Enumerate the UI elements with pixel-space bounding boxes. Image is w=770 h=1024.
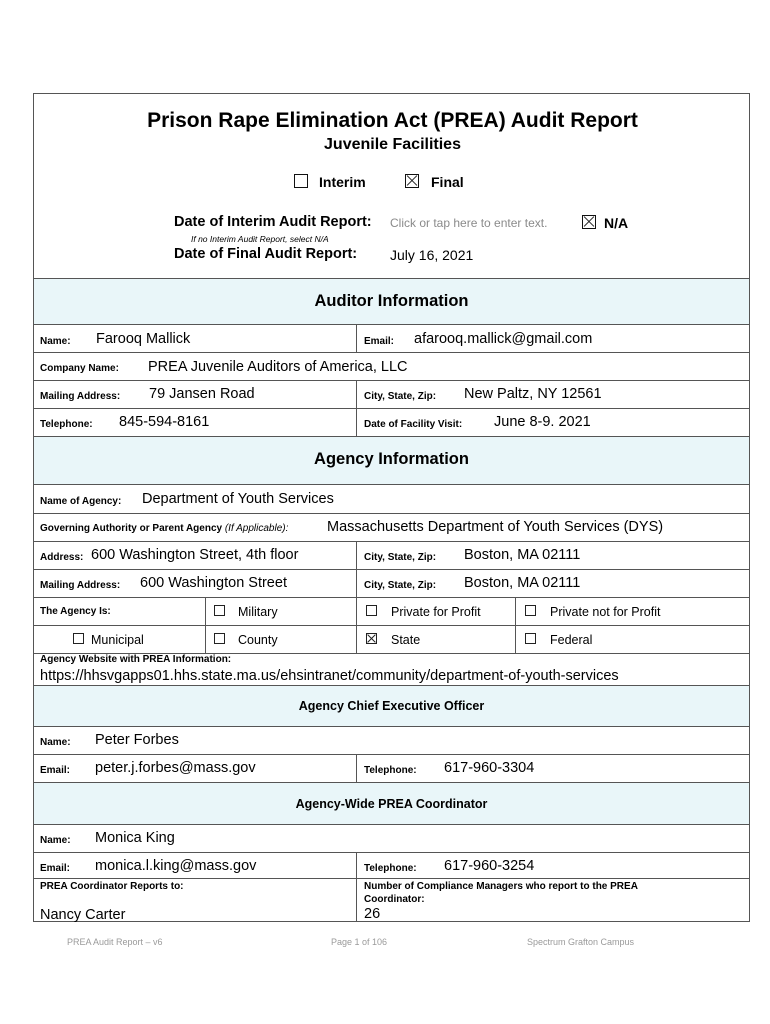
- footer-facility-name: Spectrum Grafton Campus: [527, 937, 635, 947]
- coordinator-heading: Agency-Wide PREA Coordinator: [295, 797, 488, 811]
- county-label: County: [238, 633, 278, 647]
- agency-address-label: Address:: [40, 552, 84, 563]
- website-value[interactable]: https://hhsvgapps01.hhs.state.ma.us/ehsintranet/community/department-of-youth-services: [40, 668, 619, 684]
- auditor-heading: Auditor Information: [314, 292, 469, 310]
- na-checkbox[interactable]: [582, 215, 596, 229]
- audit-report-form: [33, 93, 750, 922]
- agency-mailing-value[interactable]: 600 Washington Street: [140, 575, 287, 591]
- reports-to-value[interactable]: Nancy Carter: [40, 907, 126, 923]
- agency-name-value[interactable]: Department of Youth Services: [142, 491, 334, 507]
- final-date-value[interactable]: July 16, 2021: [390, 247, 474, 263]
- municipal-checkbox[interactable]: [73, 633, 84, 644]
- private-for-profit-label: Private for Profit: [391, 605, 481, 619]
- report-title: Prison Rape Elimination Act (PREA) Audit Report: [147, 109, 638, 132]
- auditor-csz-value[interactable]: New Paltz, NY 12561: [464, 386, 602, 402]
- final-label: Final: [431, 174, 464, 190]
- auditor-phone-value[interactable]: 845-594-8161: [119, 414, 210, 430]
- auditor-name-label: Name:: [40, 336, 71, 347]
- ceo-name-value[interactable]: Peter Forbes: [95, 732, 179, 748]
- interim-label: Interim: [319, 174, 366, 190]
- agency-csz-label: City, State, Zip:: [364, 552, 437, 563]
- coordinator-name-value[interactable]: Monica King: [95, 830, 175, 846]
- coordinator-phone-value[interactable]: 617-960-3254: [444, 858, 535, 874]
- ceo-heading: Agency Chief Executive Officer: [298, 699, 485, 713]
- auditor-mailing-label: Mailing Address:: [40, 391, 121, 402]
- military-label: Military: [238, 605, 278, 619]
- auditor-mailing-value[interactable]: 79 Jansen Road: [149, 386, 255, 402]
- governing-label: Governing Authority or Parent Agency (If Applicable):: [40, 523, 289, 534]
- agency-csz2-label: City, State, Zip:: [364, 580, 437, 591]
- private-not-for-profit-checkbox[interactable]: [525, 605, 536, 616]
- compliance-managers-label-line2: Coordinator:: [364, 894, 425, 905]
- interim-checkbox[interactable]: [294, 174, 308, 188]
- county-checkbox[interactable]: [214, 633, 225, 644]
- website-label: Agency Website with PREA Information:: [40, 654, 232, 665]
- compliance-managers-value[interactable]: 26: [364, 906, 381, 922]
- ceo-email-label: Email:: [40, 765, 71, 776]
- military-checkbox[interactable]: [214, 605, 225, 616]
- federal-label: Federal: [550, 633, 593, 647]
- ceo-phone-label: Telephone:: [364, 765, 417, 776]
- agency-address-value[interactable]: 600 Washington Street, 4th floor: [91, 547, 299, 563]
- agency-name-label: Name of Agency:: [40, 496, 122, 507]
- visit-date-label: Date of Facility Visit:: [364, 419, 463, 430]
- state-label: State: [391, 633, 421, 647]
- report-subtitle: Juvenile Facilities: [324, 136, 461, 153]
- final-checkbox[interactable]: [405, 174, 419, 188]
- reports-to-label: PREA Coordinator Reports to:: [40, 881, 184, 892]
- municipal-label: Municipal: [91, 633, 144, 647]
- compliance-managers-label-line1: Number of Compliance Managers who report to the PREA: [364, 881, 638, 892]
- auditor-email-label: Email:: [364, 336, 395, 347]
- interim-note: If no Interim Audit Report, select N/A: [191, 234, 329, 244]
- agency-type-label: The Agency Is:: [40, 606, 111, 617]
- governing-value[interactable]: Massachusetts Department of Youth Services (DYS): [327, 519, 664, 535]
- auditor-name-value[interactable]: Farooq Mallick: [96, 331, 191, 347]
- ceo-name-label: Name:: [40, 737, 71, 748]
- coordinator-phone-label: Telephone:: [364, 863, 417, 874]
- company-value[interactable]: PREA Juvenile Auditors of America, LLC: [148, 359, 408, 375]
- final-date-label: Date of Final Audit Report:: [174, 246, 358, 262]
- private-for-profit-checkbox[interactable]: [366, 605, 377, 616]
- agency-mailing-label: Mailing Address:: [40, 580, 121, 591]
- visit-date-value[interactable]: June 8-9. 2021: [494, 414, 591, 430]
- auditor-email-value[interactable]: afarooq.mallick@gmail.com: [414, 331, 593, 347]
- coordinator-name-label: Name:: [40, 835, 71, 846]
- agency-csz2-value[interactable]: Boston, MA 02111: [464, 575, 581, 591]
- footer-page-number: Page 1 of 106: [331, 937, 388, 947]
- agency-heading: Agency Information: [314, 450, 469, 468]
- na-label: N/A: [604, 215, 629, 231]
- auditor-phone-label: Telephone:: [40, 419, 93, 430]
- company-label: Company Name:: [40, 363, 119, 374]
- agency-csz-value[interactable]: Boston, MA 02111: [464, 547, 581, 563]
- interim-date-label: Date of Interim Audit Report:: [174, 214, 372, 230]
- coordinator-email-value[interactable]: monica.l.king@mass.gov: [95, 858, 257, 874]
- federal-checkbox[interactable]: [525, 633, 536, 644]
- ceo-email-value[interactable]: peter.j.forbes@mass.gov: [95, 760, 256, 776]
- state-checkbox[interactable]: [366, 633, 377, 644]
- footer-version: PREA Audit Report – v6: [67, 937, 163, 947]
- private-not-for-profit-label: Private not for Profit: [550, 605, 661, 619]
- auditor-csz-label: City, State, Zip:: [364, 391, 437, 402]
- ceo-phone-value[interactable]: 617-960-3304: [444, 760, 535, 776]
- coordinator-email-label: Email:: [40, 863, 71, 874]
- interim-date-input[interactable]: Click or tap here to enter text.: [390, 216, 548, 230]
